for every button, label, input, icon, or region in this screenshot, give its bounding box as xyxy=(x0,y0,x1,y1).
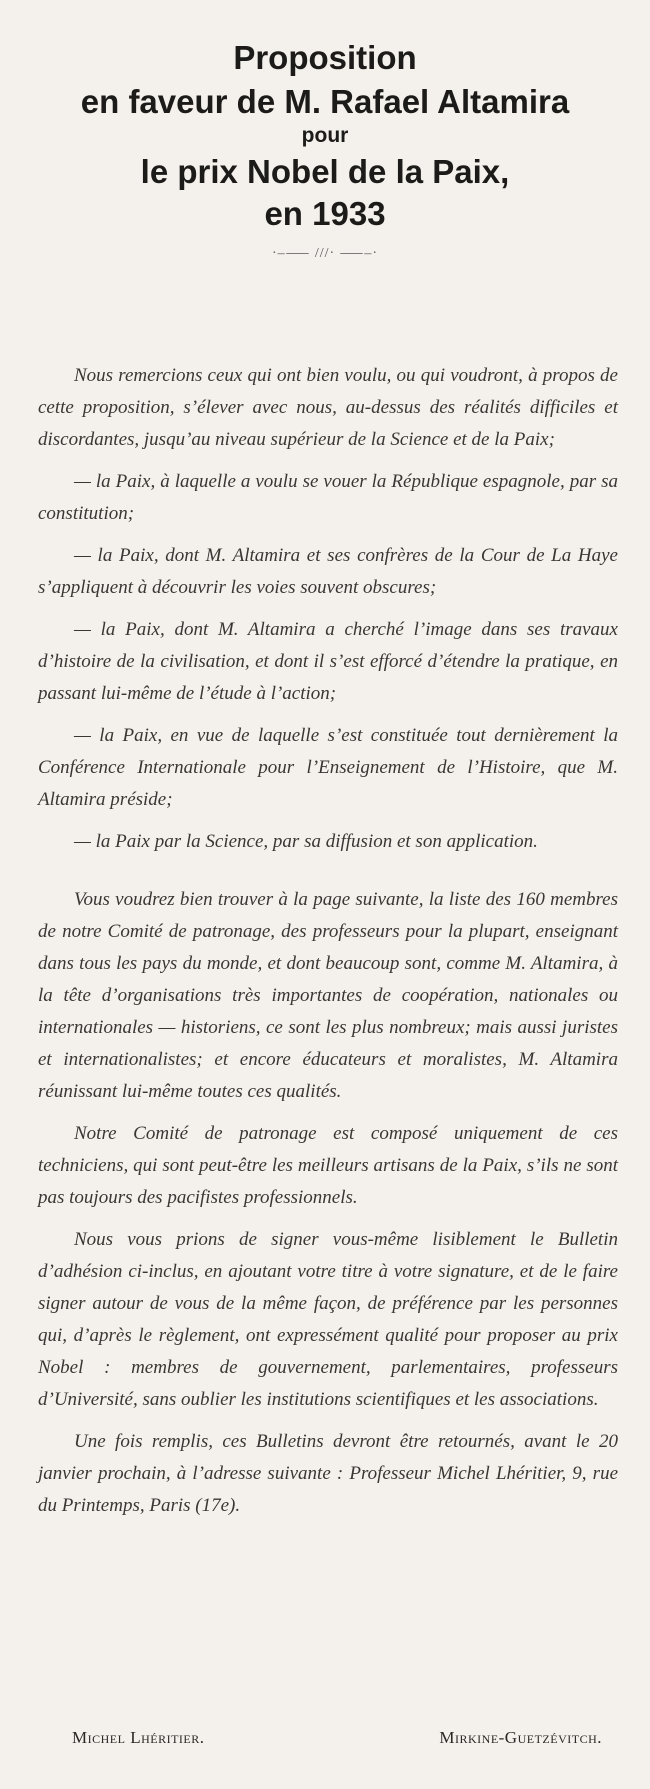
document-body xyxy=(38,360,618,1522)
title-pour: pour xyxy=(301,124,349,147)
title-proposition: Proposition xyxy=(233,39,417,76)
signatures xyxy=(72,1728,602,1748)
title-year: en 1933 xyxy=(264,195,386,232)
title-block xyxy=(0,38,650,262)
paragraph-paix-histoire: — la Paix, dont M. Altamira a cherché l’image dans ses travaux d’histoire de la civilisation, et dont il s’est efforcé d’étendre la pratique, en passant lui-même de l’étude à l’action; xyxy=(38,619,618,704)
title-candidate: en faveur de M. Rafael Altamira xyxy=(80,83,570,120)
paragraph-retour: Une fois remplis, ces Bulletins devront être retournés, avant le 20 janvier prochain, à l’adresse suivante : Professeur Michel Lhéritier, 9, rue du Printemps, Paris (17e). xyxy=(38,1431,618,1516)
paragraph-paix-cour: — la Paix, dont M. Altamira et ses confrères de la Cour de La Haye s’appliquent à découvrir les voies souvent obscures; xyxy=(38,545,618,598)
ornament-divider: ·–⸺ ///· ⸺–· xyxy=(271,246,379,261)
signature-left: Michel Lhéritier. xyxy=(72,1728,205,1747)
paragraph-comite-techniciens: Notre Comité de patronage est composé uniquement de ces techniciens, qui sont peut-être les meilleurs artisans de la Paix, s’ils ne sont pas toujours des pacifistes professionnels. xyxy=(38,1123,618,1208)
paragraph-paix-conference: — la Paix, en vue de laquelle s’est constituée tout dernièrement la Conférence Internationale pour l’Enseignement de l’Histoire, que M. Altamira préside; xyxy=(38,725,618,810)
paragraph-paix-republique: — la Paix, à laquelle a voulu se vouer la République espagnole, par sa constitution; xyxy=(38,471,618,524)
paragraph-paix-science: — la Paix par la Science, par sa diffusion et son application. xyxy=(74,831,538,852)
paragraph-comite-list: Vous voudrez bien trouver à la page suivante, la liste des 160 membres de notre Comité de patronage, des professeurs pour la plupart, enseignant dans tous les pays du monde, et dont beaucoup sont, comme M. Altamira, à la tête d’organisations très importantes de coopération, nationales ou internationales — historiens, ce sont les plus nombreux; mais aussi juristes et internationalistes; et encore éducateurs et moralistes, M. Altamira réunissant lui-même toutes ces qualités. xyxy=(38,889,618,1102)
paragraph-intro: Nous remercions ceux qui ont bien voulu, ou qui voudront, à propos de cette proposition, s’élever avec nous, au-dessus des réalités difficiles et discordantes, jusqu’au niveau supérieur de la Science et de la Paix; xyxy=(38,365,618,450)
signature-right: Mirkine-Guetzévitch. xyxy=(439,1728,602,1747)
title-prize: le prix Nobel de la Paix, xyxy=(140,153,510,190)
paragraph-bulletin: Nous vous prions de signer vous-même lisiblement le Bulletin d’adhésion ci-inclus, en ajoutant votre titre à votre signature, et de le faire signer autour de vous de la même façon, de préférence par les personnes qui, d’après le règlement, ont expressément qualité pour proposer au prix Nobel : membres de gouvernement, parlementaires, professeurs d’Université, sans oublier les institutions scientifiques et les associations. xyxy=(38,1229,618,1410)
